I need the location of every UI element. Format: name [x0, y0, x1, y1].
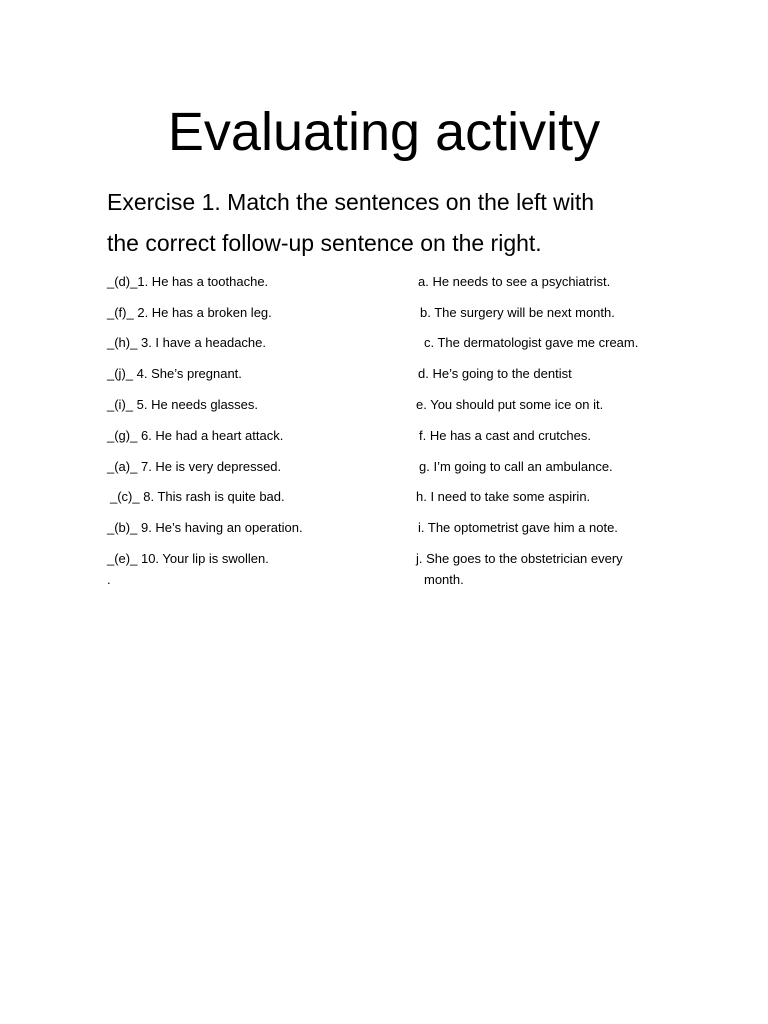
right-item-e: e. You should put some ice on it.	[416, 397, 604, 412]
left-item-5: _(i)_ 5. He needs glasses.	[107, 397, 259, 412]
right-item-b: b. The surgery will be next month.	[420, 305, 615, 320]
right-item-i: i. The optometrist gave him a note.	[418, 520, 618, 535]
left-item-4: _(j)_ 4. She’s pregnant.	[107, 366, 242, 381]
left-item-7: _(a)_ 7. He is very depressed.	[107, 459, 282, 474]
right-item-f: f. He has a cast and crutches.	[419, 428, 591, 443]
right-item-c: c. The dermatologist gave me cream.	[424, 335, 639, 350]
left-item-9: _(b)_ 9. He’s having an operation.	[107, 520, 303, 535]
left-item-1: _(d)_1. He has a toothache.	[107, 274, 269, 289]
exercise-instructions	[107, 182, 707, 264]
left-item-2: _(f)_ 2. He has a broken leg.	[107, 305, 272, 320]
instructions-line-2: the correct follow-up sentence on the right.	[107, 230, 542, 256]
instructions-line-1: Exercise 1. Match the sentences on the left with	[107, 189, 595, 215]
trailing-period: .	[107, 572, 111, 587]
left-item-10: _(e)_ 10. Your lip is swollen.	[107, 551, 269, 566]
right-item-h: h. I need to take some aspirin.	[416, 489, 591, 504]
left-item-8: _(c)_ 8. This rash is quite bad.	[110, 489, 285, 504]
right-item-d: d. He’s going to the dentist	[418, 366, 572, 381]
page-title: Evaluating activity	[167, 102, 601, 162]
left-item-6: _(g)_ 6. He had a heart attack.	[107, 428, 284, 443]
right-item-j: j. She goes to the obstetrician every	[416, 551, 623, 566]
right-item-a: a. He needs to see a psychiatrist.	[418, 274, 611, 289]
left-item-3: _(h)_ 3. I have a headache.	[107, 335, 267, 350]
right-item-g: g. I’m going to call an ambulance.	[419, 459, 613, 474]
right-item-j-continuation: month.	[424, 572, 464, 587]
